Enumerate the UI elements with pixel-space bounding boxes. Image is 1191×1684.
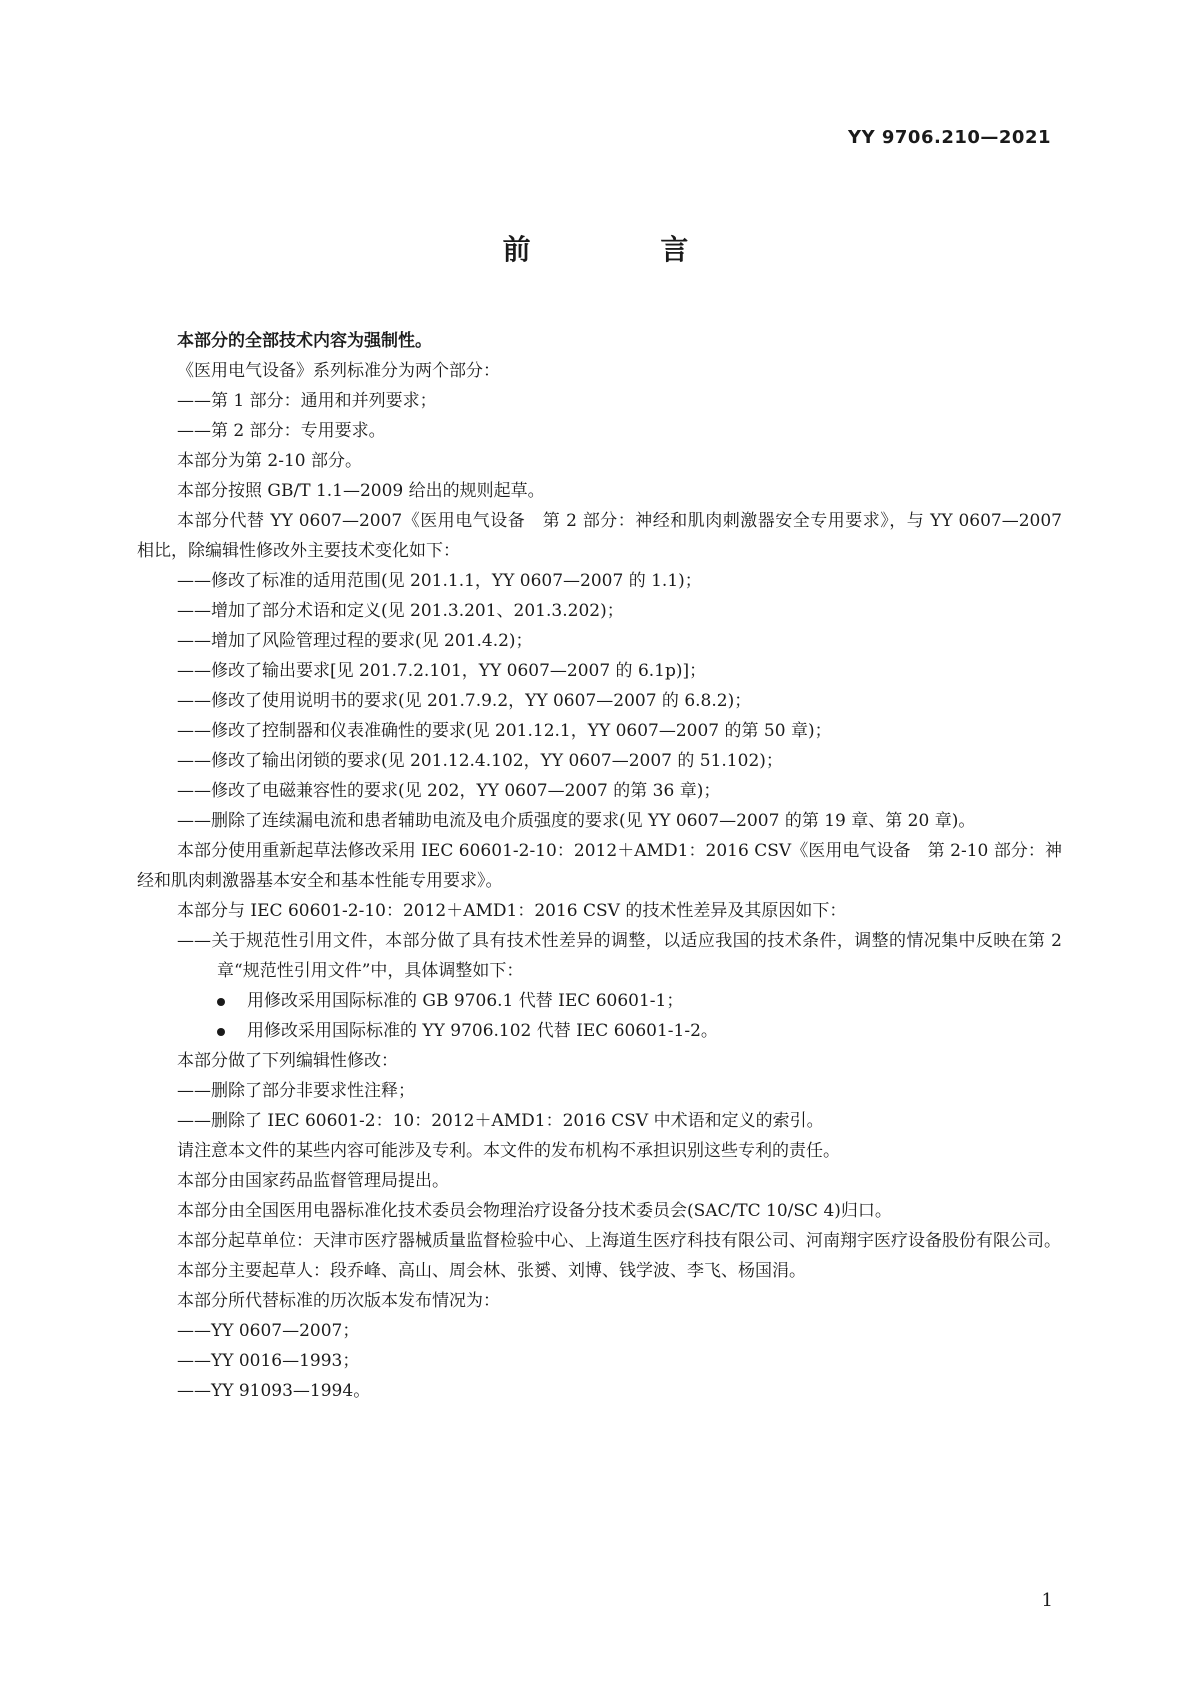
dash-item: ——第 2 部分：专用要求。 — [177, 421, 386, 441]
paragraph: 本部分起草单位：天津市医疗器械质量监督检验中心、上海道生医疗科技有限公司、河南翔宇医疗设备股份有限公司。 — [177, 1231, 1061, 1251]
dash-item: ——删除了 IEC 60601-2：10：2012＋AMD1：2016 CSV 中术语和定义的索引。 — [177, 1111, 824, 1131]
dash-item: ——修改了输出要求[见 201.7.2.101，YY 0607—2007 的 6.1p)]； — [177, 661, 707, 681]
paragraph: 本部分按照 GB/T 1.1—2009 给出的规则起草。 — [177, 481, 545, 501]
bullet-dot-icon — [217, 1028, 225, 1036]
bullet-text: 用修改采用国际标准的 GB 9706.1 代替 IEC 60601-1； — [247, 991, 684, 1011]
dash-item: ——修改了标准的适用范围(见 201.1.1，YY 0607—2007 的 1.1)； — [177, 571, 702, 591]
paragraph: 本部分代替 YY 0607—2007《医用电气设备 第 2 部分：神经和肌肉刺激器安全专用要求》，与 YY 0607—2007 相比，除编辑性修改外主要技术变化如下： — [137, 511, 1062, 561]
mandatory-statement: 本部分的全部技术内容为强制性。 — [177, 331, 432, 351]
paragraph: 本部分与 IEC 60601-2-10：2012＋AMD1：2016 CSV 的技术性差异及其原因如下： — [177, 901, 847, 921]
page-title: 前 言 — [502, 233, 749, 266]
page-number: 1 — [1041, 1590, 1053, 1611]
paragraph: 本部分所代替标准的历次版本发布情况为： — [177, 1291, 500, 1311]
dash-item: ——YY 91093—1994。 — [177, 1381, 371, 1401]
paragraph: 请注意本文件的某些内容可能涉及专利。本文件的发布机构不承担识别这些专利的责任。 — [177, 1141, 840, 1161]
paragraph: 本部分使用重新起草法修改采用 IEC 60601-2-10：2012＋AMD1：2016 CSV《医用电气设备 第 2-10 部分：神经和肌肉刺激器基本安全和基本性能专用要求》。 — [137, 841, 1062, 891]
bullet-text: 用修改采用国际标准的 YY 9706.102 代替 IEC 60601-1-2。 — [247, 1021, 718, 1041]
standard-code: YY 9706.210—2021 — [848, 127, 1051, 148]
paragraph: 本部分由国家药品监督管理局提出。 — [177, 1171, 449, 1191]
dash-item: ——增加了风险管理过程的要求(见 201.4.2)； — [177, 631, 533, 651]
dash-item: ——修改了输出闭锁的要求(见 201.12.4.102，YY 0607—2007 的 51.102)； — [177, 751, 783, 771]
bullet-item — [137, 1016, 1062, 1046]
bullet-item — [137, 986, 1062, 1016]
dash-item: ——修改了电磁兼容性的要求(见 202，YY 0607—2007 的第 36 章)； — [177, 781, 721, 801]
paragraph: 本部分主要起草人：段乔峰、高山、周会林、张赟、刘博、钱学波、李飞、杨国涓。 — [177, 1261, 806, 1281]
dash-item: ——关于规范性引用文件，本部分做了具有技术性差异的调整，以适应我国的技术条件，调整的情况集中反映在第 2 章“规范性引用文件”中，具体调整如下： — [177, 931, 1062, 981]
dash-item: ——修改了控制器和仪表准确性的要求(见 201.12.1，YY 0607—2007 的第 50 章)； — [177, 721, 832, 741]
dash-item: ——删除了部分非要求性注释； — [177, 1081, 415, 1101]
dash-item: ——删除了连续漏电流和患者辅助电流及电介质强度的要求(见 YY 0607—2007 的第 19 章、第 20 章)。 — [177, 811, 976, 831]
paragraph: 本部分做了下列编辑性修改： — [177, 1051, 398, 1071]
dash-item: ——修改了使用说明书的要求(见 201.7.9.2，YY 0607—2007 的 6.8.2)； — [177, 691, 752, 711]
dash-item: ——YY 0016—1993； — [177, 1351, 360, 1371]
dash-item: ——YY 0607—2007； — [177, 1321, 360, 1341]
dash-item: ——第 1 部分：通用和并列要求； — [177, 391, 437, 411]
paragraph: 《医用电气设备》系列标准分为两个部分： — [177, 361, 500, 381]
paragraph: 本部分由全国医用电器标准化技术委员会物理治疗设备分技术委员会(SAC/TC 10/SC 4)归口。 — [177, 1201, 892, 1221]
bullet-dot-icon — [217, 998, 225, 1006]
dash-item: ——增加了部分术语和定义(见 201.3.201、201.3.202)； — [177, 601, 624, 621]
paragraph: 本部分为第 2-10 部分。 — [177, 451, 362, 471]
foreword-body — [137, 326, 1062, 1406]
